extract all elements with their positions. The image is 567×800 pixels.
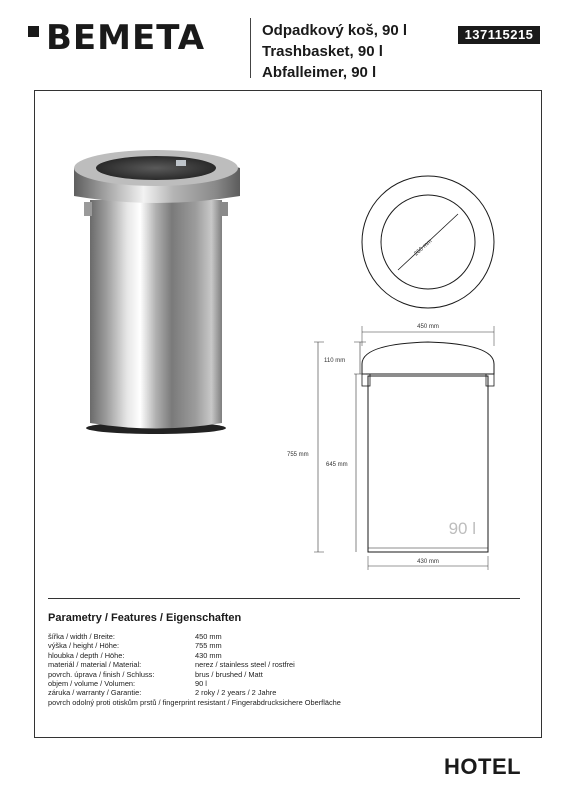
feature-label: objem / volume / Volumen: [48, 678, 136, 688]
feature-label: výška / height / Höhe: [48, 641, 120, 651]
lid-height-label: 110 mm [324, 358, 346, 364]
feature-value: 450 mm [195, 632, 222, 641]
brand-logo [28, 18, 228, 58]
logo-square-mark [28, 26, 39, 37]
header-divider [250, 18, 251, 78]
title-czech: Odpadkový koš, 90 l [262, 22, 408, 39]
feature-value: 430 mm [195, 650, 222, 660]
top-view [362, 176, 494, 308]
feature-row-width [48, 632, 518, 641]
feature-label: záruka / warranty / Garantie: [48, 688, 142, 698]
feature-row-finish [48, 670, 518, 679]
base-width-label: 430 mm [417, 559, 439, 565]
bin-opening [96, 156, 216, 180]
volume-label: 90 l [448, 519, 476, 538]
product-photo [72, 138, 252, 438]
body-height-label: 645 mm [326, 462, 348, 468]
total-height-label: 755 mm [287, 452, 309, 458]
feature-value: brus / brushed / Matt [195, 669, 263, 679]
feature-row-height [48, 641, 518, 650]
side-view-lid [362, 342, 494, 374]
feature-label: materiál / material / Material: [48, 660, 142, 670]
product-code-badge: 137115215 [458, 26, 540, 44]
feature-row-volume [48, 679, 518, 688]
features-table [48, 632, 518, 707]
bin-body [90, 200, 222, 429]
product-titles [262, 20, 407, 83]
feature-row-depth [48, 651, 518, 660]
feature-row-material [48, 660, 518, 669]
section-divider [48, 598, 520, 599]
technical-drawing [286, 160, 526, 580]
feature-label: povrch. úprava / finish / Schluss: [48, 669, 155, 679]
feature-note: povrch odolný proti otiskům prstů / fingerprint resistant / Fingerabdrucksichere Oberfläche [48, 697, 341, 707]
brand-name: BEMETA [46, 18, 206, 58]
feature-value: nerez / stainless steel / rostfrei [195, 660, 295, 670]
category-label: HOTEL [444, 754, 522, 779]
feature-label: šířka / width / Breite: [48, 632, 115, 641]
title-german: Abfalleimer, 90 l [262, 64, 377, 81]
features-title: Parametry / Features / Eigenschaften [48, 612, 242, 624]
feature-value: 755 mm [195, 641, 222, 651]
feature-row-warranty [48, 688, 518, 697]
feature-value: 90 l [195, 678, 207, 688]
feature-label: hloubka / depth / Höhe: [48, 650, 125, 660]
opening-diameter-label: 260 mm [413, 238, 434, 258]
top-width-label: 450 mm [417, 324, 439, 330]
feature-value: 2 roky / 2 years / 2 Jahre [195, 688, 277, 698]
title-english: Trashbasket, 90 l [262, 43, 383, 60]
